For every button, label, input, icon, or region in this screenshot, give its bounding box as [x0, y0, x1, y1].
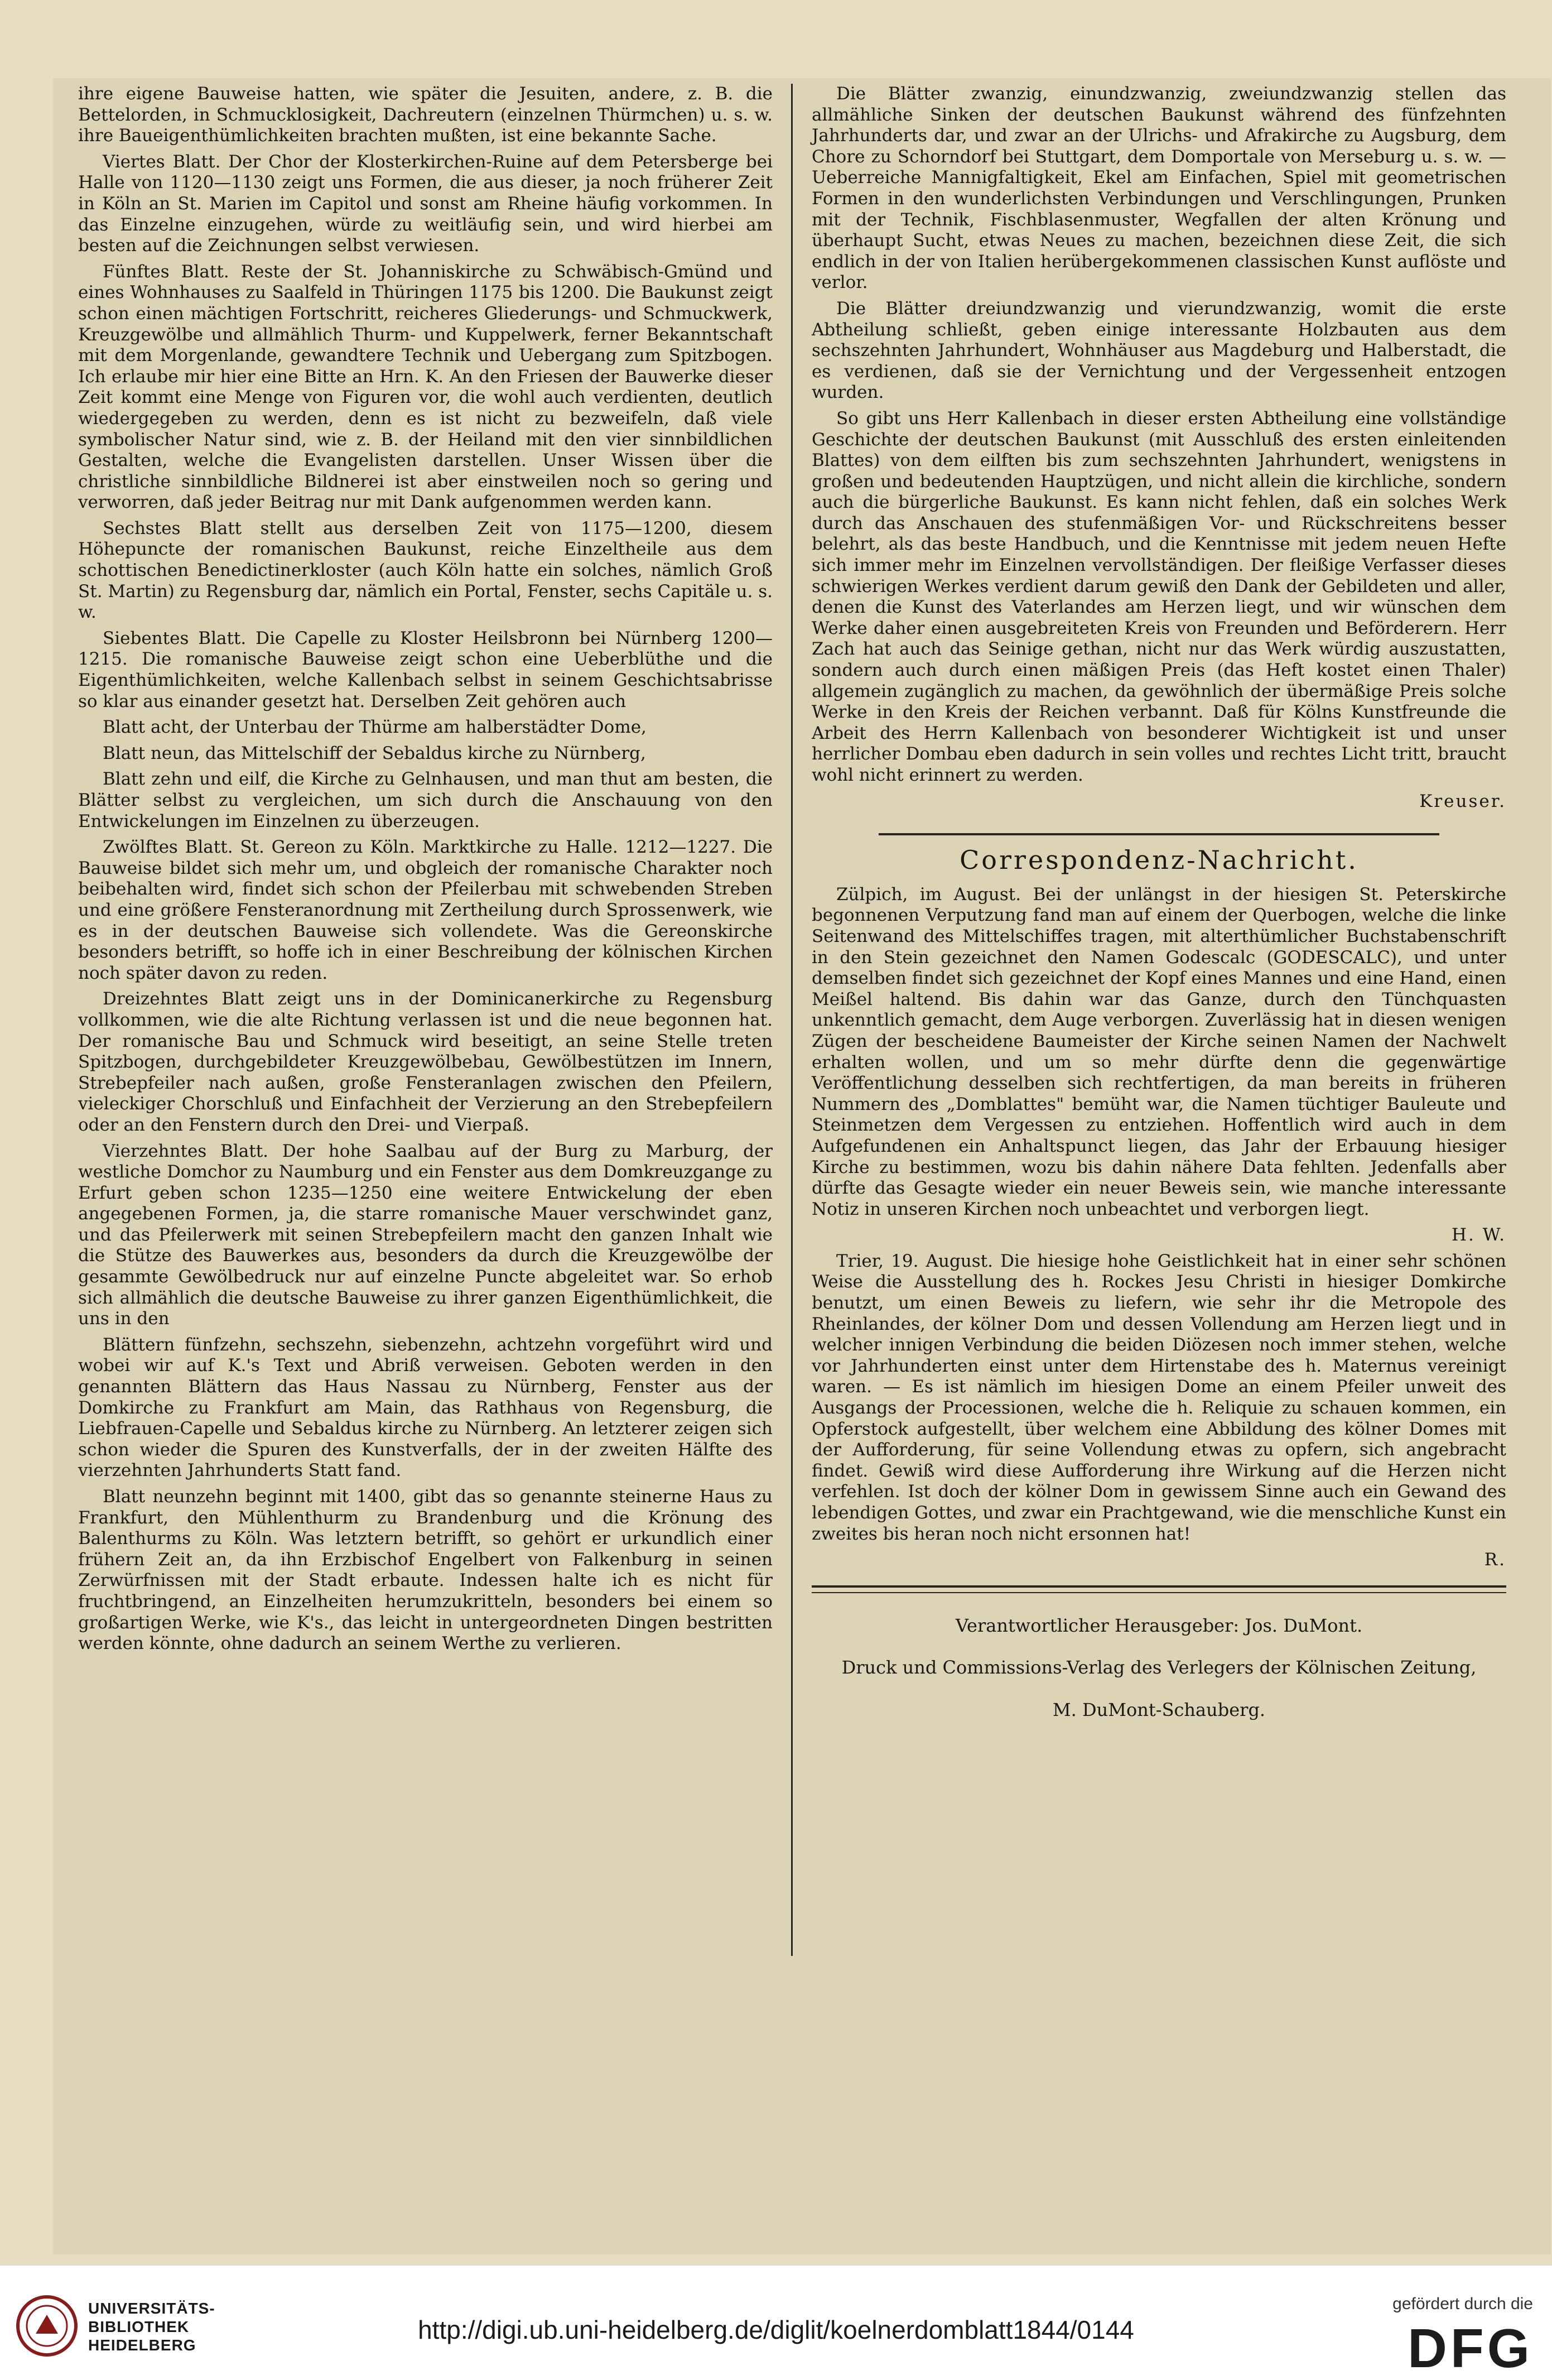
paragraph: Zwölftes Blatt. St. Gereon zu Köln. Marktkirche zu Halle. 1212—1227. Die Bauweise bildet sich mehr um, und obgleich der romanische Charakter noch beibehalten wird, findet sich schon der Pfeilerbau mit schwebenden Streben und eine größere Fensteranordnung mit Zertheilung durch Sprossenwerk, wie es in der deutschen Bauweise sich vollendete. Was die Gereonskirche besonders betrifft, so hoffe ich in einer Beschreibung der kölnischen Kirchen noch später davon zu reden.: [78, 837, 773, 983]
column-divider: [791, 84, 793, 1956]
paragraph: Viertes Blatt. Der Chor der Klosterkirchen-Ruine auf dem Petersberge bei Halle von 1120—1130 zeigt uns Formen, die aus dieser, ja noch früherer Zeit in Köln an St. Marien im Capitol und sonst am Rheine häufig vorkommen. In das Einzelne einzugehen, würde zu weitläufig sein, und wird hierbei am besten auf die Zeichnungen selbst verwiesen.: [78, 151, 773, 256]
paragraph: Die Blätter dreiundzwanzig und vierundzwanzig, womit die erste Abtheilung schließt, geben einige interessante Holzbauten aus dem sechszehnten Jahrhundert, Wohnhäuser aus Magdeburg und Halberstadt, die es verdienen, daß sie der Vernichtung und der Vergessenheit entzogen wurden.: [812, 298, 1506, 403]
left-column: [78, 84, 773, 1660]
right-column: [812, 84, 1506, 1742]
editor-line: Verantwortlicher Herausgeber: Jos. DuMont.: [955, 1614, 1363, 1636]
source-url-link[interactable]: http://digi.ub.uni-heidelberg.de/diglit/koelnerdomblatt1844/0144: [418, 2315, 1134, 2344]
paragraph: Sechstes Blatt stellt aus derselben Zeit von 1175—1200, diesem Höhepuncte der romanischen Baukunst, reiche Einzeltheile aus dem schottischen Benedictinerkloster (auch Köln hatte ein solches, nämlich Groß St. Martin) zu Regensburg dar, nämlich ein Portal, Fenster, sechs Capitäle u. s. w.: [78, 518, 773, 623]
section-title: Correspondenz-Nachricht.: [960, 845, 1358, 876]
publisher-name: M. DuMont-Schauberg.: [1052, 1699, 1266, 1720]
paragraph: Blatt acht, der Unterbau der Thürme am halberstädter Dome,: [103, 717, 647, 738]
publisher-line: Druck und Commissions-Verlag des Verlegers der Kölnischen Zeitung,: [841, 1657, 1477, 1679]
university-library-name: UNIVERSITÄTS- BIBLIOTHEK HEIDELBERG: [88, 2300, 215, 2354]
paragraph: ihre eigene Bauweise hatten, wie später die Jesuiten, andere, z. B. die Bettelorden, in Schmucklosigkeit, Dachreutern (einzelnen Thürmchen) u. s. w. ihre Baueigenthümlichkeiten brachten mußten, ist eine bekannte Sache.: [78, 84, 773, 146]
signature-hw: H. W.: [1451, 1225, 1506, 1246]
paragraph: Blatt neun, das Mittelschiff der Sebaldus kirche zu Nürnberg,: [103, 743, 646, 763]
digitization-footer: [0, 2266, 1552, 2380]
dfg-logo: DFG: [1408, 2318, 1533, 2379]
paragraph: Blatt neunzehn beginnt mit 1400, gibt das so genannte steinerne Haus zu Frankfurt, den Mühlenthurm zu Brandenburg und die Krönung des Balenthurms zu Köln. Was letztern betrifft, so gehört er urkundlich einer frühern Zeit an, da ihn Erzbischof Engelbert von Falkenburg in seinen Zerwürfnissen mit der Stadt erbaute. Indessen halte ich es nicht für fruchtbringend, an Einzelheiten herumzukritteln, besonders bei einem so großartigen Werke, wie K's., das leicht in untergeordneten Dingen bestritten werden könnte, ohne dadurch an seinem Werthe zu verlieren.: [78, 1487, 773, 1654]
paragraph: Siebentes Blatt. Die Capelle zu Kloster Heilsbronn bei Nürnberg 1200—1215. Die romanische Bauweise zeigt schon eine Ueberblüthe und die Eigenthümlichkeiten, welche Kallenbach selbst in seinem Geschichtsabrisse so klar aus einander gesetzt hat. Derselben Zeit gehören auch: [78, 628, 773, 711]
paragraph: Die Blätter zwanzig, einundzwanzig, zweiundzwanzig stellen das allmähliche Sinken der deutschen Baukunst während des fünfzehnten Jahrhunderts dar, und zwar an der Ulrichs- und Afrakirche zu Augsburg, dem Chore zu Schorndorf bei Stuttgart, dem Domportale von Merseburg u. s. w. — Ueberreiche Mannigfaltigkeit, Ekel am Einfachen, Spiel mit geometrischen Formen in den wunderlichsten Verbindungen und Verschlingungen, Prunken mit der Technik, Fischblasenmuster, Wegfallen der alten Krönung und überhaupt Sucht, etwas Neues zu machen, bezeichnen diese Zeit, die sich endlich in der von Italien herübergekommenen classischen Kunst auflöste und verlor.: [812, 84, 1506, 293]
imprint: [812, 1615, 1506, 1721]
funder-label: gefördert durch die: [1392, 2295, 1533, 2313]
signature-kreuser: Kreuser.: [1419, 791, 1506, 811]
section-rule: [879, 833, 1439, 835]
correspondence-trier: Trier, 19. August. Die hiesige hohe Geistlichkeit hat in einer sehr schönen Weise die Ausstellung des h. Rockes Jesu Christi in hiesiger Domkirche benutzt, um einen Beweis zu liefern, wie sehr ihr die Metropole des Rheinlandes, der kölner Dom und dessen Vollendung am Herzen liegt und in welcher innigen Verbindung die beiden Diözesen noch immer stehen, welche vor Jahrhunderten einst unter dem Hirtenstabe des h. Maternus vereinigt waren. — Es ist nämlich im hiesigen Dome an einem Pfeiler unweit des Ausgangs der Processionen, welche die h. Reliquie zu schauen kommen, ein Opferstock aufgestellt, über welchem eine Abbildung des kölner Domes mit der Aufforderung, für seine Vollendung etwas zu opfern, sich angebracht findet. Gewiß wird diese Aufforderung ihre Wirkung auf die Herzen nicht verfehlen. Ist doch der kölner Dom in gewissem Sinne auch ein Gewand des lebendigen Gottes, und zwar ein Prachtgewand, wie die menschliche Kunst ein zweites bis heran noch nicht ersonnen hat!: [812, 1251, 1506, 1544]
signature-r: R.: [1484, 1550, 1506, 1570]
closing-rule-thick: [812, 1585, 1506, 1588]
paragraph: Vierzehntes Blatt. Der hohe Saalbau auf der Burg zu Marburg, der westliche Domchor zu Naumburg und ein Fenster aus dem Domkreuzgange zu Erfurt geben schon 1235—1250 eine weitere Entwickelung der eben angegebenen Formen, ja, die starre romanische Mauer verschwindet ganz, und das Pfeilerwerk mit seinen Strebepfeilern macht den ganzen Inhalt wie die Stütze des Bauwerkes aus, besonders da durch die Kreuzgewölbe der gesammte Gewölbedruck nur auf einzelne Puncte abgeleitet war. So erhob sich allmählich die deutsche Bauweise zu ihrer ganzen Eigenthümlichkeit, die uns in den: [78, 1141, 773, 1329]
paragraph: Dreizehntes Blatt zeigt uns in der Dominicanerkirche zu Regensburg vollkommen, wie die alte Richtung verlassen ist und die neue begonnen hat. Der romanische Bau und Schmuck wird beseitigt, an seine Stelle treten Spitzbogen, durchgebildeter Kreuzgewölbebau, Gewölbestützen im Innern, Strebepfeiler nach außen, große Fensteranlagen zwischen den Pfeilern, vieleckiger Chorschluß und Einfachheit der Verzierung an den Strebepfeilern oder an den Fenstern durch den Drei- und Vierpaß.: [78, 989, 773, 1135]
paragraph: Blättern fünfzehn, sechszehn, siebenzehn, achtzehn vorgeführt wird und wobei wir auf K.'s Text und Abriß verweisen. Geboten werden in den genannten Blättern das Haus Nassau zu Nürnberg, Fenster aus der Domkirche zu Frankfurt am Main, das Rathhaus von Regensburg, die Liebfrauen-Capelle und Sebaldus kirche zu Nürnberg. An letzterer zeigen sich schon wieder die Spuren des Kunstverfalls, der in der zweiten Hälfte des vierzehnten Jahrhunderts Statt fand.: [78, 1334, 773, 1481]
paragraph: So gibt uns Herr Kallenbach in dieser ersten Abtheilung eine vollständige Geschichte der deutschen Baukunst (mit Ausschluß des ersten einleitenden Blattes) von dem eilften bis zum sechszehnten Jahrhundert, wenigstens in großen und bedeutenden Hauptzügen, und nicht allein die kirchliche, sondern auch die bürgerliche Baukunst. Es kann nicht fehlen, daß ein solches Werk durch das Anschauen des stufenmäßigen Vor- und Rückschreitens besser belehrt, als das beste Handbuch, und die Kenntnisse mit jedem neuen Hefte sich immer mehr im Einzelnen vervollständigen. Der fleißige Verfasser dieses schwierigen Werkes verdient darum gewiß den Dank der Gebildeten und aller, denen die Kunst des Vaterlandes am Herzen liegt, und wir wünschen dem Werke daher einen ausgebreiteten Kreis von Freunden und Beförderern. Herr Zach hat auch das Seinige gethan, nicht nur das Werk würdig auszustatten, sondern auch durch einen mäßigen Preis (das Heft kostet einen Thaler) allgemein zugänglich zu machen, da gewöhnlich der übermäßige Preis solche Werke in den Kreis der Reichen verbannt. Daß für Kölns Kunstfreunde die Arbeit des Herrn Kallenbach von besonderer Wichtigkeit ist und unser herrlicher Dombau eben dadurch in sein volles und rechtes Licht tritt, braucht wohl nicht erinnert zu werden.: [812, 408, 1506, 785]
paragraph: Blatt zehn und eilf, die Kirche zu Gelnhausen, und man thut am besten, die Blätter selbst zu vergleichen, um sich durch die Anschauung von den Entwickelungen im Einzelnen zu überzeugen.: [78, 769, 773, 831]
correspondence-zuelpich: Zülpich, im August. Bei der unlängst in der hiesigen St. Peterskirche begonnenen Verputzung fand man auf einem der Querbogen, welche die linke Seitenwand des Mittelschiffes tragen, mit alterthümlicher Buchstabenschrift in den Stein gezeichnet den Namen Godescalc (GODESCALC), und unter demselben findet sich gezeichnet der Kopf eines Mannes und eine Hand, einen Meißel haltend. Bis dahin war das Ganze, durch den Tünchquasten unkenntlich gemacht, dem Auge verborgen. Zuverlässig hat in diesen wenigen Zügen der bescheidene Baumeister der Kirche seinen Namen der Nachwelt erhalten wollen, und um so mehr dürfte denn die gegenwärtige Veröffentlichung desselben sich rechtfertigen, da man bereits in früheren Nummern des „Domblattes" bemüht war, die Namen tüchtiger Bauleute und Steinmetzen dem Vergessen zu entziehen. Hoffentlich wird auch in dem Aufgefundenen ein Anhaltspunct liegen, das Jahr der Erbauung hiesiger Kirche zu bestimmen, wozu bis dahin nähere Data fehlten. Jedenfalls aber dürfte das Gesagte wieder ein neuer Beweis sein, wie manche interessante Notiz in unseren Kirchen noch unbeachtet und verborgen liegt.: [812, 884, 1506, 1219]
closing-rule-thin: [812, 1592, 1506, 1593]
paragraph: Fünftes Blatt. Reste der St. Johanniskirche zu Schwäbisch-Gmünd und eines Wohnhauses zu Saalfeld in Thüringen 1175 bis 1200. Die Baukunst zeigt schon einen mächtigen Fortschritt, reicheres Gliederungs- und Schmuckwerk, Kreuzgewölbe und allmählich Thurm- und Kuppelwerk, ferner Bekanntschaft mit dem Morgenlande, gewandtere Technik und Uebergang zum Spitzbogen. Ich erlaube mir hier eine Bitte an Hrn. K. An den Friesen der Bauwerke dieser Zeit kommt eine Menge von Figuren vor, die wohl auch verdienten, deutlich wiedergegeben zu werden, denn es ist nicht zu bezweifeln, daß viele symbolischer Natur sind, wie z. B. der Heiland mit den vier sinnbildlichen Gestalten, welche die Evangelisten darstellen. Unser Wissen über die christliche sinnbildliche Bildnerei ist aber einstweilen noch so gering und verworren, daß jeder Beitrag nur mit Dank aufgenommen werden kann.: [78, 261, 773, 513]
